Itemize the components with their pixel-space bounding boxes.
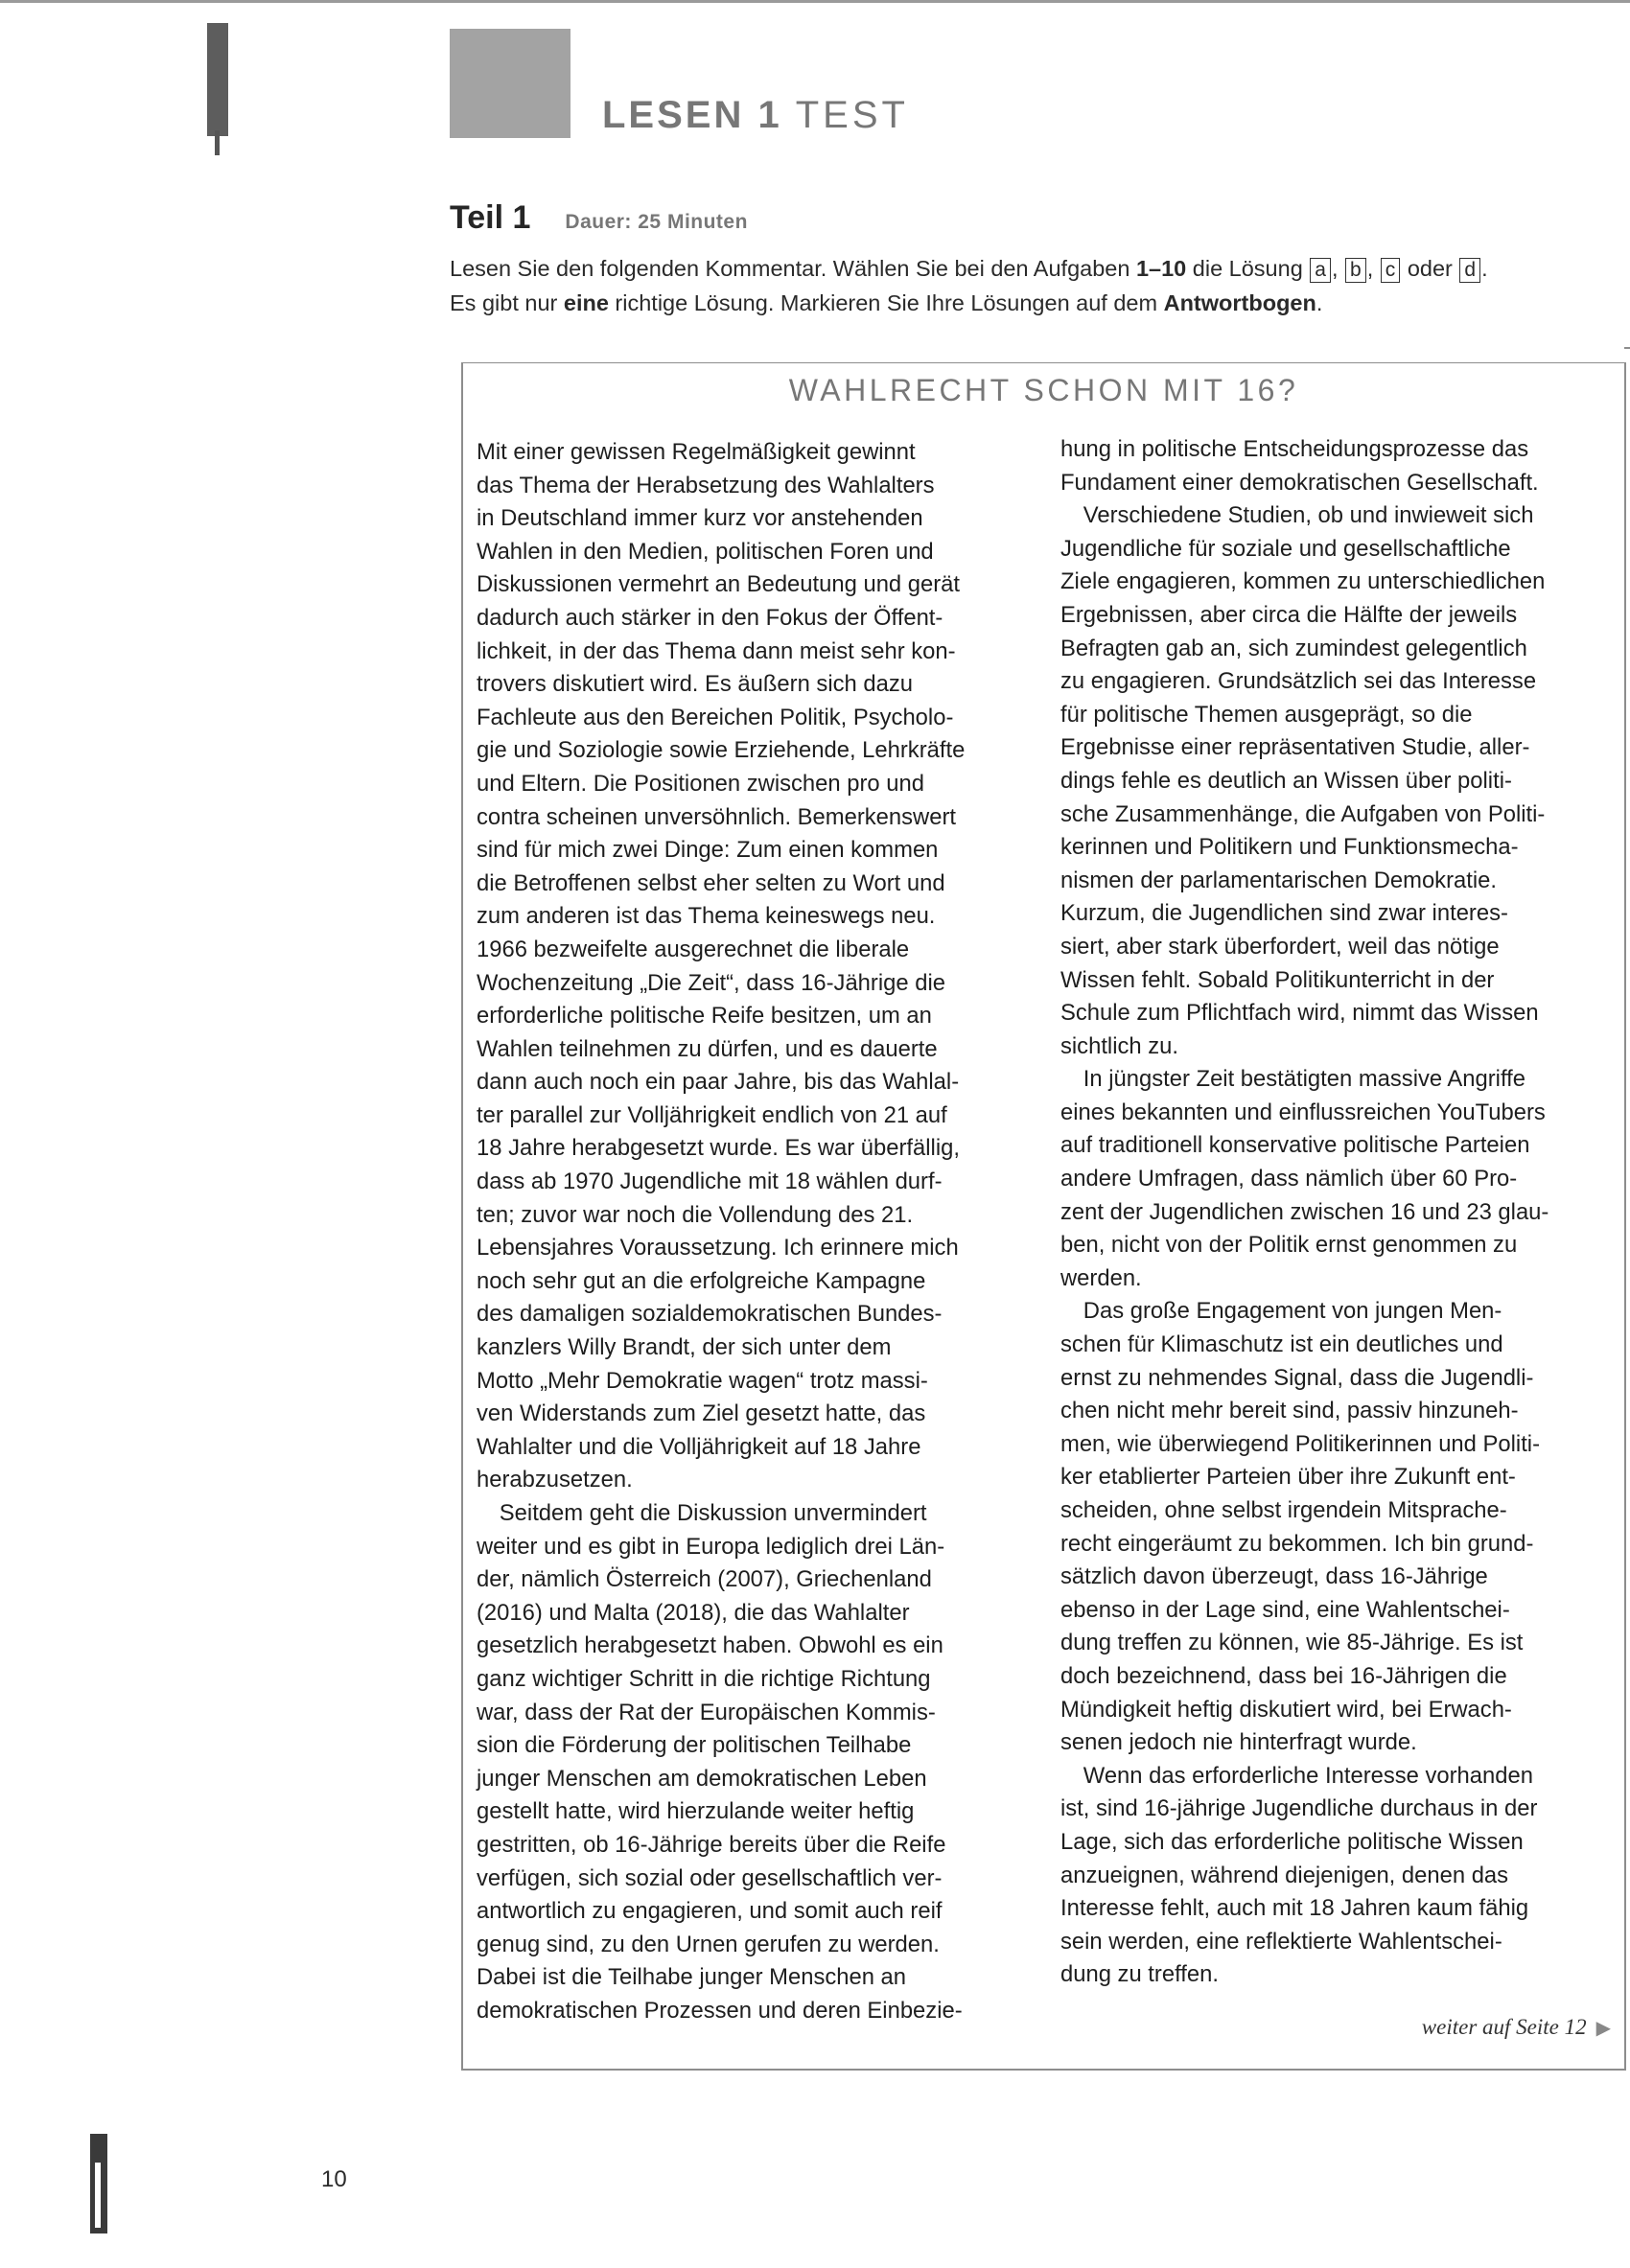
article-line: weiter und es gibt in Europa lediglich drei Län- [477,1533,945,1560]
article-line: Lebensjahres Voraussetzung. Ich erinnere mich [477,1235,959,1261]
page-title-lesen: LESEN 1 [602,94,782,136]
article-line: Fundament einer demokratischen Gesellschaft. [1060,469,1539,496]
article-line: werden. [1060,1264,1142,1291]
article-line: der, nämlich Österreich (2007), Griechenland [477,1566,932,1593]
article-line: dings fehle es deutlich an Wissen über politi- [1060,767,1512,794]
article-line: gie und Soziologie sowie Erziehende, Lehrkräfte [477,737,966,764]
page-top-rule [0,0,1630,3]
instr-emphasis: eine [563,290,609,315]
article-line: anzueignen, während diejenigen, denen das [1060,1862,1509,1888]
article-line: sätzlich davon überzeugt, dass 16-Jährige [1060,1563,1488,1590]
section-label: Teil 1 [450,199,531,236]
article-line: ben, nicht von der Politik ernst genommen zu [1060,1232,1518,1259]
instructions [450,251,1619,320]
instr-text: , [1331,256,1345,281]
article-line: und Eltern. Die Positionen zwischen pro und [477,770,924,797]
article-line: Mit einer gewissen Regelmäßigkeit gewinnt [477,439,916,465]
scan-mark-bottom [90,2134,107,2233]
instr-text: . [1481,256,1488,281]
frame-edge [1624,347,1630,349]
article-line: sein werden, eine reflektierte Wahlentschei- [1060,1928,1502,1955]
article-line: dung zu treffen. [1060,1961,1219,1988]
article-line: hung in politische Entscheidungsprozesse das [1060,436,1529,462]
instructions-line-2 [450,286,1619,320]
page-title [602,94,909,137]
article-line: men, wie überwiegend Politikerinnen und Politi- [1060,1430,1541,1457]
page-title-test: TEST [795,94,909,136]
article-line: Schule zum Pflichtfach wird, nimmt das Wissen [1060,1000,1539,1027]
article-line: Befragten gab an, sich zumindest gelegentlich [1060,635,1527,661]
task-range: 1–10 [1135,256,1187,281]
article-line: Wahlalter und die Volljährigkeit auf 18 Jahre [477,1433,921,1460]
article-line: Wenn das erforderliche Interesse vorhanden [1060,1762,1533,1789]
continue-arrow-icon: ▶ [1595,2018,1611,2039]
article-line: gestritten, ob 16-Jährige bereits über die Reife [477,1831,946,1858]
article-line: dann auch noch ein paar Jahre, bis das Wahlal- [477,1069,960,1096]
article-line: sind für mich zwei Dinge: Zum einen kommen [477,837,939,864]
section-heading [450,199,748,237]
article-line: ter parallel zur Volljährigkeit endlich von 21 auf [477,1101,947,1128]
article-line: demokratischen Prozessen und deren Einbezie- [477,1997,963,2024]
article-line: zum anderen ist das Thema keineswegs neu. [477,903,936,930]
article-line: für politische Themen ausgeprägt, so die [1060,701,1473,728]
article-line: Ergebnissen, aber circa die Hälfte der jeweils [1060,601,1518,628]
article-line: nismen der parlamentarischen Demokratie. [1060,867,1497,893]
article-line: Fachleute aus den Bereichen Politik, Psycholo- [477,704,954,730]
instr-text: . [1316,290,1323,315]
article-line: gesetzlich herabgesetzt haben. Obwohl es ein [477,1632,943,1659]
header-gray-block [450,29,570,138]
article-frame [461,362,1626,2071]
article-line: siert, aber stark überfordert, weil das nötige [1060,933,1500,960]
article-line: das Thema der Herabsetzung des Wahlalters [477,472,935,498]
article-line: Wahlen teilnehmen zu dürfen, und es dauerte [477,1035,938,1062]
instr-text: , [1366,256,1380,281]
article-column-right [1060,433,1617,1992]
article-line: (2016) und Malta (2018), die das Wahlalter [477,1599,910,1626]
article-line: ker etablierter Parteien über ihre Zukunft ent- [1060,1464,1516,1491]
article-line: in Deutschland immer kurz vor anstehenden [477,505,923,532]
article-line: verfügen, sich sozial oder gesellschaftlich ver- [477,1864,943,1891]
article-line: Dabei ist die Teilhabe junger Menschen an [477,1964,907,1991]
article-line: chen nicht mehr bereit sind, passiv hinzuneh- [1060,1398,1519,1424]
article-line: 1966 bezweifelte ausgerechnet die liberale [477,936,910,962]
article-line: war, dass der Rat der Europäischen Kommis- [477,1699,936,1725]
article-line: Das große Engagement von jungen Men- [1060,1298,1502,1325]
page-number: 10 [321,2166,347,2192]
article-line: doch bezeichnend, dass bei 16-Jährigen die [1060,1662,1507,1689]
article-line: Verschiedene Studien, ob und inwieweit sich [1060,502,1534,529]
scan-mark-top [207,23,228,136]
article-line: erforderliche politische Reife besitzen, um an [477,1003,932,1030]
article-line: ten; zuvor war noch die Vollendung des 21. [477,1201,914,1228]
article-line: Kurzum, die Jugendlichen sind zwar interes- [1060,900,1508,927]
article-line: ernst zu nehmendes Signal, dass die Jugendli- [1060,1364,1534,1391]
section-duration: Dauer: 25 Minuten [565,211,748,233]
article-line: sche Zusammenhänge, die Aufgaben von Politi- [1060,800,1546,827]
instr-text: die Lösung [1186,256,1310,281]
article-line: Mündigkeit heftig diskutiert wird, bei Erwach- [1060,1696,1512,1723]
article-line: gestellt hatte, wird hierzulande weiter heftig [477,1798,915,1825]
article-line: Interesse fehlt, auch mit 18 Jahren kaum fähig [1060,1895,1529,1922]
article-line: Wochenzeitung „Die Zeit“, dass 16-Jährige die [477,969,945,996]
continue-text: weiter auf Seite 12 [1421,2015,1587,2039]
article-line: des damaligen sozialdemokratischen Bundes- [477,1301,943,1328]
article-line: Wissen fehlt. Sobald Politikunterricht in der [1060,966,1495,993]
article-line: kerinnen und Politikern und Funktionsmecha- [1060,834,1519,861]
article-line: auf traditionell konservative politische Parteien [1060,1132,1530,1159]
article-line: sion die Förderung der politischen Teilhabe [477,1732,912,1759]
article-line: trovers diskutiert wird. Es äußern sich dazu [477,671,913,698]
article-line: In jüngster Zeit bestätigten massive Angriffe [1060,1066,1526,1093]
article-line: 18 Jahre herabgesetzt wurde. Es war überfällig, [477,1135,960,1162]
article-line: zent der Jugendlichen zwischen 16 und 23 glau- [1060,1198,1549,1225]
instructions-line-1 [450,251,1619,286]
article-line: ganz wichtiger Schritt in die richtige Richtung [477,1665,931,1692]
article-line: Motto „Mehr Demokratie wagen“ trotz massi- [477,1367,928,1394]
article-title: WAHLRECHT SCHON MIT 16? [788,373,1299,407]
article-line: ebenso in der Lage sind, eine Wahlentschei- [1060,1596,1510,1623]
article-line: andere Umfragen, dass nämlich über 60 Pro- [1060,1166,1518,1192]
article-line: lichkeit, in der das Thema dann meist sehr kon- [477,637,956,664]
article-line: ist, sind 16-jährige Jugendliche durchaus in der [1060,1795,1538,1822]
article-line: dass ab 1970 Jugendliche mit 18 wählen durf- [477,1169,943,1195]
article-line: senen jedoch nie hinterfragt wurde. [1060,1729,1417,1756]
article-line: zu engagieren. Grundsätzlich sei das Interesse [1060,668,1537,695]
article-line: herabzusetzen. [477,1467,633,1493]
article-line: Jugendliche für soziale und gesellschaftliche [1060,535,1511,562]
instr-text: Es gibt nur [450,290,564,315]
article-line: contra scheinen unversöhnlich. Bemerkenswert [477,803,956,830]
article-line: Wahlen in den Medien, politischen Foren und [477,538,934,565]
article-line: Lage, sich das erforderliche politische Wissen [1060,1828,1524,1855]
option-a-box: a [1310,258,1331,283]
article-line: sichtlich zu. [1060,1032,1178,1059]
article-line: schen für Klimaschutz ist ein deutliches und [1060,1331,1503,1358]
continue-note [1422,2015,1611,2040]
article-line: genug sind, zu den Urnen gerufen zu werden. [477,1931,940,1957]
instr-text: oder [1401,256,1459,281]
option-d-box: d [1459,258,1480,283]
article-line: recht eingeräumt zu bekommen. Ich bin grund- [1060,1530,1534,1557]
article-line: antwortlich zu engagieren, und somit auch reif [477,1898,943,1925]
article-line: ven Widerstands zum Ziel gesetzt hatte, das [477,1400,926,1427]
article-line: kanzlers Willy Brandt, der sich unter dem [477,1334,892,1361]
article-line: noch sehr gut an die erfolgreiche Kampagne [477,1267,926,1294]
article-line: eines bekannten und einflussreichen YouTubers [1060,1099,1546,1125]
answer-sheet-term: Antwortbogen [1163,290,1316,315]
instr-text: Lesen Sie den folgenden Kommentar. Wählen Sie bei den Aufgaben [450,256,1136,281]
article-line: dung treffen zu können, wie 85-Jährige. Es ist [1060,1630,1524,1656]
article-line: dadurch auch stärker in den Fokus der Öffent- [477,604,943,631]
article-line: die Betroffenen selbst eher selten zu Wort und [477,869,945,896]
article-column-left [477,436,1019,2028]
option-c-box: c [1381,258,1401,283]
article-line: scheiden, ohne selbst irgendein Mitsprache- [1060,1497,1507,1523]
instr-text: richtige Lösung. Markieren Sie Ihre Lösungen auf dem [608,290,1164,315]
article-line: Diskussionen vermehrt an Bedeutung und gerät [477,571,961,598]
article-line: Seitdem geht die Diskussion unvermindert [477,1500,927,1526]
article-line: junger Menschen am demokratischen Leben [477,1765,927,1792]
article-line: Ergebnisse einer repräsentativen Studie, aller- [1060,734,1530,761]
article-line: Ziele engagieren, kommen zu unterschiedlichen [1060,568,1546,595]
option-b-box: b [1345,258,1366,283]
